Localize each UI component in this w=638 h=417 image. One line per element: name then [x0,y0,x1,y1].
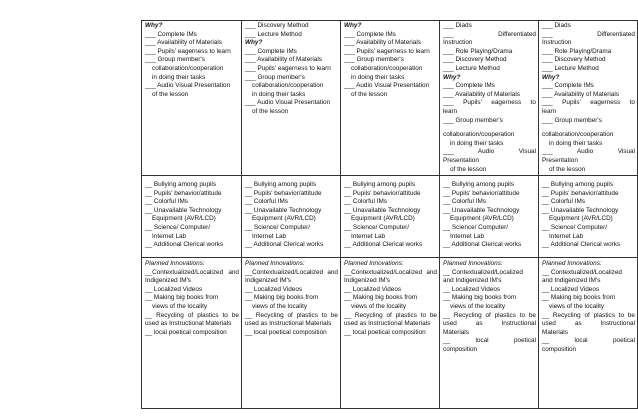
strategies-row [142,21,638,176]
checklist-line: __ Bullying among pupils [245,181,317,189]
checklist-line: ___ Diads [542,22,571,29]
checklist-line: ___ Discovery Method [443,56,507,64]
checklist-line: __ local poetical [542,337,635,345]
difficulties-cell [539,176,638,258]
checklist-line: __ Colorful IMs [245,198,288,206]
checklist-line: __ Unavailable Technology [344,206,421,214]
checklist-line: __ Recycling of plastics to be [245,311,338,319]
checklist-line: __ Colorful IMs [145,198,188,206]
checklist-line: of the lesson [152,90,189,98]
difficulties-cell [242,176,341,258]
strategies-cell [242,21,341,176]
checklist-line: ___ Discovery Method [245,22,309,29]
checklist-line: __ Additional Clerical works [245,241,324,249]
checklist-line: __ Making big books from [145,294,219,302]
cell-heading: Why? [443,73,461,81]
checklist-line: used as Instructional Materials [145,320,232,328]
cell-heading: Planned Innovations: [145,260,205,268]
checklist-line: composition [542,346,577,354]
checklist-line: __ Colorful IMs [542,198,585,206]
checklist-line: Indigenized IM's [145,277,191,285]
checklist-line: __ Science/ Computer/ [443,224,509,232]
lesson-reflection-table [141,20,638,409]
checklist-line: ___ Audio Visual [542,148,635,156]
checklist-line: learn [542,107,557,115]
checklist-line: __ Localized Videos [344,285,402,293]
checklist-line: ___ Pupils' eagerness to learn [344,47,430,55]
checklist-line: __ Contextualized/Localized [443,268,523,276]
checklist-line: __ Science/ Computer/ [245,224,311,232]
checklist-line: Instruction [443,39,473,47]
checklist-line: __ Pupils' behavior/attitude [344,189,421,197]
checklist-line: views of the locality [351,303,407,311]
checklist-line: and Indigenized IM's [542,277,601,285]
checklist-line: __ Bullying among pupils [443,181,515,189]
checklist-line: __ Making big books from [443,294,517,302]
cell-heading: Why? [245,39,263,47]
checklist-line: collaboration/cooperation [152,64,224,72]
difficulties-cell [341,176,440,258]
cell-heading: Planned Innovations: [245,260,305,268]
cell-heading: Why? [145,22,163,29]
checklist-line: used as Instructional Materials [245,320,332,328]
checklist-line: __ Unavailable Technology [443,206,520,214]
checklist-line: ___ Lecture Method [542,64,599,72]
checklist-line: Equipment (AVR/LCD) [252,215,316,223]
innovations-cell [539,258,638,409]
checklist-line: Presentation [443,156,479,164]
checklist-line: ___ Complete IMs [245,47,297,55]
checklist-line: __ local poetical [443,337,536,345]
cell-heading: Planned Innovations: [542,260,602,268]
checklist-line: Internet Lab [351,232,386,240]
checklist-line: __ Localized Videos [542,285,600,293]
checklist-line: __ local poetical composition [344,328,426,336]
checklist-line: __ Science/ Computer/ [542,224,608,232]
checklist-line: in doing their tasks [351,73,405,81]
checklist-line: __Contextualized/Localized and [145,268,239,276]
checklist-line: ___ Group member's [542,116,602,124]
cell-heading: Why? [542,73,560,81]
checklist-line: __ Pupils' behavior/attitude [245,189,322,197]
checklist-line: __ Pupils' behavior/attitude [542,189,619,197]
cell-heading: Planned Innovations: [344,260,404,268]
checklist-line: Indigenized IM's [245,277,291,285]
checklist-line: ___ Pupils' eagerness to learn [245,64,331,72]
checklist-line: used as Instructional [443,320,536,328]
checklist-line: ___ Audio Visual Presentation [245,99,331,107]
checklist-line: ___ Group member's [344,56,404,64]
checklist-line: of the lesson [549,165,586,173]
checklist-line: __ Additional Clerical works [344,241,423,249]
innovations-cell [242,258,341,409]
checklist-line: __ Making big books from [542,294,616,302]
checklist-line: Internet Lab [252,232,287,240]
checklist-line: __ local poetical composition [245,328,327,336]
checklist-line: __ Colorful IMs [443,198,486,206]
checklist-line: __ Science/ Computer/ [145,224,211,232]
checklist-line: __ Bullying among pupils [145,181,217,189]
checklist-line: ___ Diads [443,22,472,29]
checklist-line: __ Recycling of plastics to be [344,311,437,319]
checklist-line: ___ Availability of Materials [542,90,619,98]
checklist-line: learn [443,107,458,115]
checklist-line: used as Instructional Materials [344,320,431,328]
checklist-line: __ Recycling of plastics to be [145,311,239,319]
checklist-line: Materials [542,328,568,336]
checklist-line: Internet Lab [549,232,584,240]
checklist-line: __ Pupils' behavior/attitude [443,189,520,197]
checklist-line: in doing their tasks [152,73,206,81]
checklist-line: ___ Complete IMs [542,82,594,90]
checklist-line: __ Pupils' behavior/attitude [145,189,222,197]
checklist-line: __ Unavailable Technology [245,206,322,214]
strategies-cell [539,21,638,176]
checklist-line: Equipment (AVR/LCD) [549,215,613,223]
checklist-line: collaboration/cooperation [542,131,614,139]
checklist-line: composition [443,346,478,354]
checklist-line: ___ Discovery Method [542,56,606,64]
cell-heading: Planned Innovations: [443,260,503,268]
checklist-line: __ Additional Clerical works [443,241,522,249]
checklist-line: collaboration/cooperation [252,82,324,90]
checklist-line: collaboration/cooperation [443,131,515,139]
checklist-line: ___ Availability of Materials [245,56,322,64]
checklist-line: __ Bullying among pupils [344,181,416,189]
innovations-cell [440,258,539,409]
checklist-line: __ Localized Videos [145,285,203,293]
checklist-line: ___ Availability of Materials [145,39,222,47]
checklist-line: ___ Group member's [145,56,205,64]
checklist-line: Equipment (AVR/LCD) [351,215,415,223]
checklist-line: __ Contextualized/Localized [542,268,622,276]
checklist-line: Presentation [542,156,578,164]
checklist-line: Internet Lab [450,232,485,240]
checklist-line: views of the locality [152,303,208,311]
checklist-line: __ Unavailable Technology [145,206,222,214]
checklist-line: ___ Audio Visual Presentation [344,82,430,90]
checklist-line: ___ Lecture Method [245,30,302,38]
checklist-line: Equipment (AVR/LCD) [152,215,216,223]
checklist-line: Materials [443,328,469,336]
checklist-line: __Contextualized/Localized and [245,268,338,276]
innovations-cell [142,258,242,409]
checklist-line: __ Additional Clerical works [145,241,224,249]
checklist-line: __Contextualized/Localized and [344,268,437,276]
checklist-line: ___ Availability of Materials [344,39,421,47]
checklist-line: ___ Availability of Materials [443,90,520,98]
checklist-line: ___ Group member's [443,116,503,124]
checklist-line: ___ Differentiated [443,30,536,38]
checklist-line: in doing their tasks [450,139,504,147]
checklist-line: views of the locality [252,303,308,311]
checklist-line: __ Making big books from [344,294,418,302]
checklist-line: ___ Complete IMs [443,82,495,90]
checklist-line: and Indigenized IM's [443,277,502,285]
checklist-line: ___ Pupils' eagerness to [443,99,536,107]
checklist-line: of the lesson [351,90,388,98]
checklist-line: __ Colorful IMs [344,198,387,206]
strategies-cell [341,21,440,176]
checklist-line: ___ Audio Visual Presentation [145,82,231,90]
strategies-cell [440,21,539,176]
checklist-line: ___ Audio Visual [443,148,536,156]
checklist-line: of the lesson [450,165,487,173]
checklist-line: ___ Role Playing/Drama [443,47,513,55]
checklist-line: ___ Pupils' eagerness to learn [145,47,231,55]
strategies-cell [142,21,242,176]
checklist-line: ___ Role Playing/Drama [542,47,612,55]
innovations-cell [341,258,440,409]
checklist-line: views of the locality [450,303,506,311]
checklist-line: in doing their tasks [549,139,603,147]
checklist-line: ___ Complete IMs [344,30,396,38]
cell-heading: Why? [344,22,362,29]
checklist-line: ___ Complete IMs [145,30,197,38]
difficulties-cell [142,176,242,258]
innovations-row [142,258,638,409]
difficulties-cell [440,176,539,258]
checklist-line: Internet Lab [152,232,187,240]
difficulties-row [142,176,638,258]
checklist-line: __ Localized Videos [443,285,501,293]
checklist-line: ___ Pupils' eagerness to [542,99,635,107]
checklist-line: Instruction [542,39,572,47]
checklist-line: __ Recycling of plastics to be [443,311,536,319]
checklist-line: __ Localized Videos [245,285,303,293]
checklist-line: __ Bullying among pupils [542,181,614,189]
checklist-line: ___ Differentiated [542,30,635,38]
checklist-line: __ Additional Clerical works [542,241,621,249]
checklist-line: in doing their tasks [252,90,306,98]
checklist-line: ___ Group member's [245,73,305,81]
checklist-line: __ Science/ Computer/ [344,224,410,232]
checklist-line: collaboration/cooperation [351,64,423,72]
checklist-line: used as Instructional [542,320,635,328]
checklist-line: Equipment (AVR/LCD) [450,215,514,223]
checklist-line: __ Making big books from [245,294,319,302]
checklist-line: __ Recycling of plastics to be [542,311,635,319]
checklist-line: Indigenized IM's [344,277,390,285]
checklist-line: of the lesson [252,107,289,115]
checklist-line: ___ Lecture Method [443,64,500,72]
checklist-line: views of the locality [549,303,605,311]
checklist-line: __ Unavailable Technology [542,206,619,214]
checklist-line: __ local poetical composition [145,328,227,336]
